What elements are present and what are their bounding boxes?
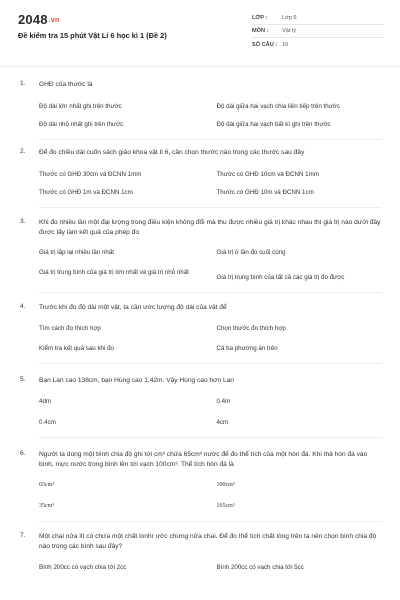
- meta-key: SỐ CÂU :: [252, 41, 278, 48]
- question-number: 3.: [20, 218, 26, 225]
- meta-row-subject: [252, 25, 384, 38]
- answer-option[interactable]: 4cm: [216, 419, 229, 426]
- logo-main: 2048: [18, 12, 48, 27]
- question-text: Người ta dùng một bình chia độ ghi tới cm³ chứa 65cm³ nước để đo thể tích của một hòn đá. Khi thả hòn đá vào bình, mực nước trong bình lên tới vạch 100cm³. Thể tích hòn đá là: [39, 451, 368, 468]
- answer-option[interactable]: Độ dài nhỏ nhất ghi trên thước: [39, 121, 124, 128]
- answer-option[interactable]: Kiểm tra kết quả sau khi đo: [39, 345, 114, 352]
- answer-option[interactable]: Thước có GHĐ 1m và ĐCNN 1cm: [39, 189, 133, 196]
- meta-key: LỚP :: [252, 15, 268, 21]
- answer-option[interactable]: Thước có GHĐ 10m và ĐCNN 1cm: [216, 189, 314, 196]
- question-2: [0, 148, 400, 208]
- answer-option[interactable]: 4dm: [39, 398, 52, 405]
- meta-value: 10: [282, 41, 289, 48]
- answer-option[interactable]: Độ dài giữa hai vạch bất kì ghi trên thước: [216, 121, 331, 128]
- answer-option[interactable]: 165cm³: [216, 503, 235, 509]
- question-text: Một chai nửa lít có chứa một chất lonhr ước chừng nửa chai. Để đo thể tích chất lỏng trên ta nên chọn bình chia độ nào trong các bình sau đây?: [39, 533, 377, 550]
- question-divider: [39, 207, 382, 208]
- answer-option[interactable]: 0.4m: [216, 398, 231, 405]
- answer-option[interactable]: Giá trị trung bình của giá trị lớn nhất và giá trị nhỏ nhất: [39, 269, 189, 276]
- question-4: [0, 303, 400, 364]
- answer-option[interactable]: Chọn thước đo thích hợp: [216, 325, 286, 332]
- meta-value: Vật lý: [282, 28, 296, 34]
- logo-suffix: .vn: [48, 17, 60, 25]
- answer-option[interactable]: 0.4cm: [39, 419, 56, 426]
- question-1: [0, 80, 400, 140]
- meta-row-count: [252, 38, 384, 51]
- page-title: Đề kiểm tra 15 phút Vật Lí 6 học kì 1 (Đề 2): [18, 31, 167, 40]
- question-number: 5.: [20, 376, 26, 383]
- answer-options: [39, 170, 382, 197]
- question-text: Trước khi đo độ dài một vật, ta cần ước lượng độ dài của vật để: [39, 304, 227, 311]
- answer-option[interactable]: Giá trị trung bình của tất cả các giá trị đo được: [216, 274, 345, 281]
- answer-options: [39, 324, 382, 353]
- question-divider: [39, 521, 382, 522]
- answer-option[interactable]: 100cm³: [216, 482, 235, 488]
- question-text: Bạn Lan cao 138cm, bạn Hùng cao 1,42m. Vậy Hùng cao hơn Lan: [39, 377, 234, 384]
- question-number: 4.: [20, 303, 26, 310]
- question-divider: [39, 363, 382, 364]
- answer-options: [39, 102, 382, 129]
- answer-option[interactable]: Thước có GHĐ 10cm và ĐCNN 1mm: [216, 171, 319, 178]
- meta-key: MÔN :: [252, 28, 269, 34]
- meta-row-class: [252, 12, 384, 25]
- answer-option[interactable]: Độ dài lớn nhất ghi trên thước: [39, 103, 122, 110]
- question-divider: [39, 292, 382, 293]
- answer-options: [39, 248, 382, 282]
- answer-option[interactable]: Độ dài giữa hai vạch chia liên tiếp trên thước: [216, 103, 340, 110]
- question-text: GHĐ của thước là: [39, 81, 93, 88]
- answer-option[interactable]: Thước có GHĐ 30cm và ĐCNN 1mm: [39, 171, 142, 178]
- question-text: Khi đo nhiều lần một đại lượng trong điều kiện không đổi mà thu được nhiều giá trị khác nhau thì giá trị nào dưới đây được lấy làm kết quả của phép đo: [39, 219, 381, 236]
- question-7: [0, 532, 400, 572]
- question-number: 1.: [20, 80, 26, 87]
- question-number: 7.: [20, 532, 26, 539]
- answer-option[interactable]: Tìm cách đo thích hợp: [39, 325, 101, 332]
- question-6: [0, 450, 400, 522]
- question-list: [0, 80, 400, 572]
- question-number: 2.: [20, 148, 26, 155]
- question-3: [0, 218, 400, 293]
- answer-option[interactable]: 65cm³: [39, 482, 55, 488]
- answer-options: [39, 397, 382, 427]
- answer-option[interactable]: Cả ba phương án trên: [216, 345, 278, 352]
- question-5: [0, 376, 400, 438]
- answer-options: [39, 481, 382, 511]
- question-number: 6.: [20, 450, 26, 457]
- meta-value: Lớp 6: [282, 15, 297, 21]
- header-divider: [0, 66, 400, 67]
- question-divider: [39, 437, 382, 438]
- answer-option[interactable]: Giá trị lặp lại nhiều lần nhất: [39, 249, 114, 256]
- answer-options: [39, 563, 382, 572]
- answer-option[interactable]: Bình 200cc có vạch chia tới 5cc: [216, 564, 304, 571]
- answer-option[interactable]: Bình 200cc có vạch chia tới 2cc: [39, 564, 127, 571]
- question-divider: [39, 139, 382, 140]
- test-meta: [252, 12, 384, 51]
- question-text: Để đo chiều dài cuốn sách giáo khoa vật lí 6, cần chọn thước nào trong các thước sau đây: [39, 149, 305, 156]
- answer-option[interactable]: 35cm³: [39, 503, 55, 509]
- answer-option[interactable]: Giá trị ở lần đo cuối cùng: [216, 249, 286, 256]
